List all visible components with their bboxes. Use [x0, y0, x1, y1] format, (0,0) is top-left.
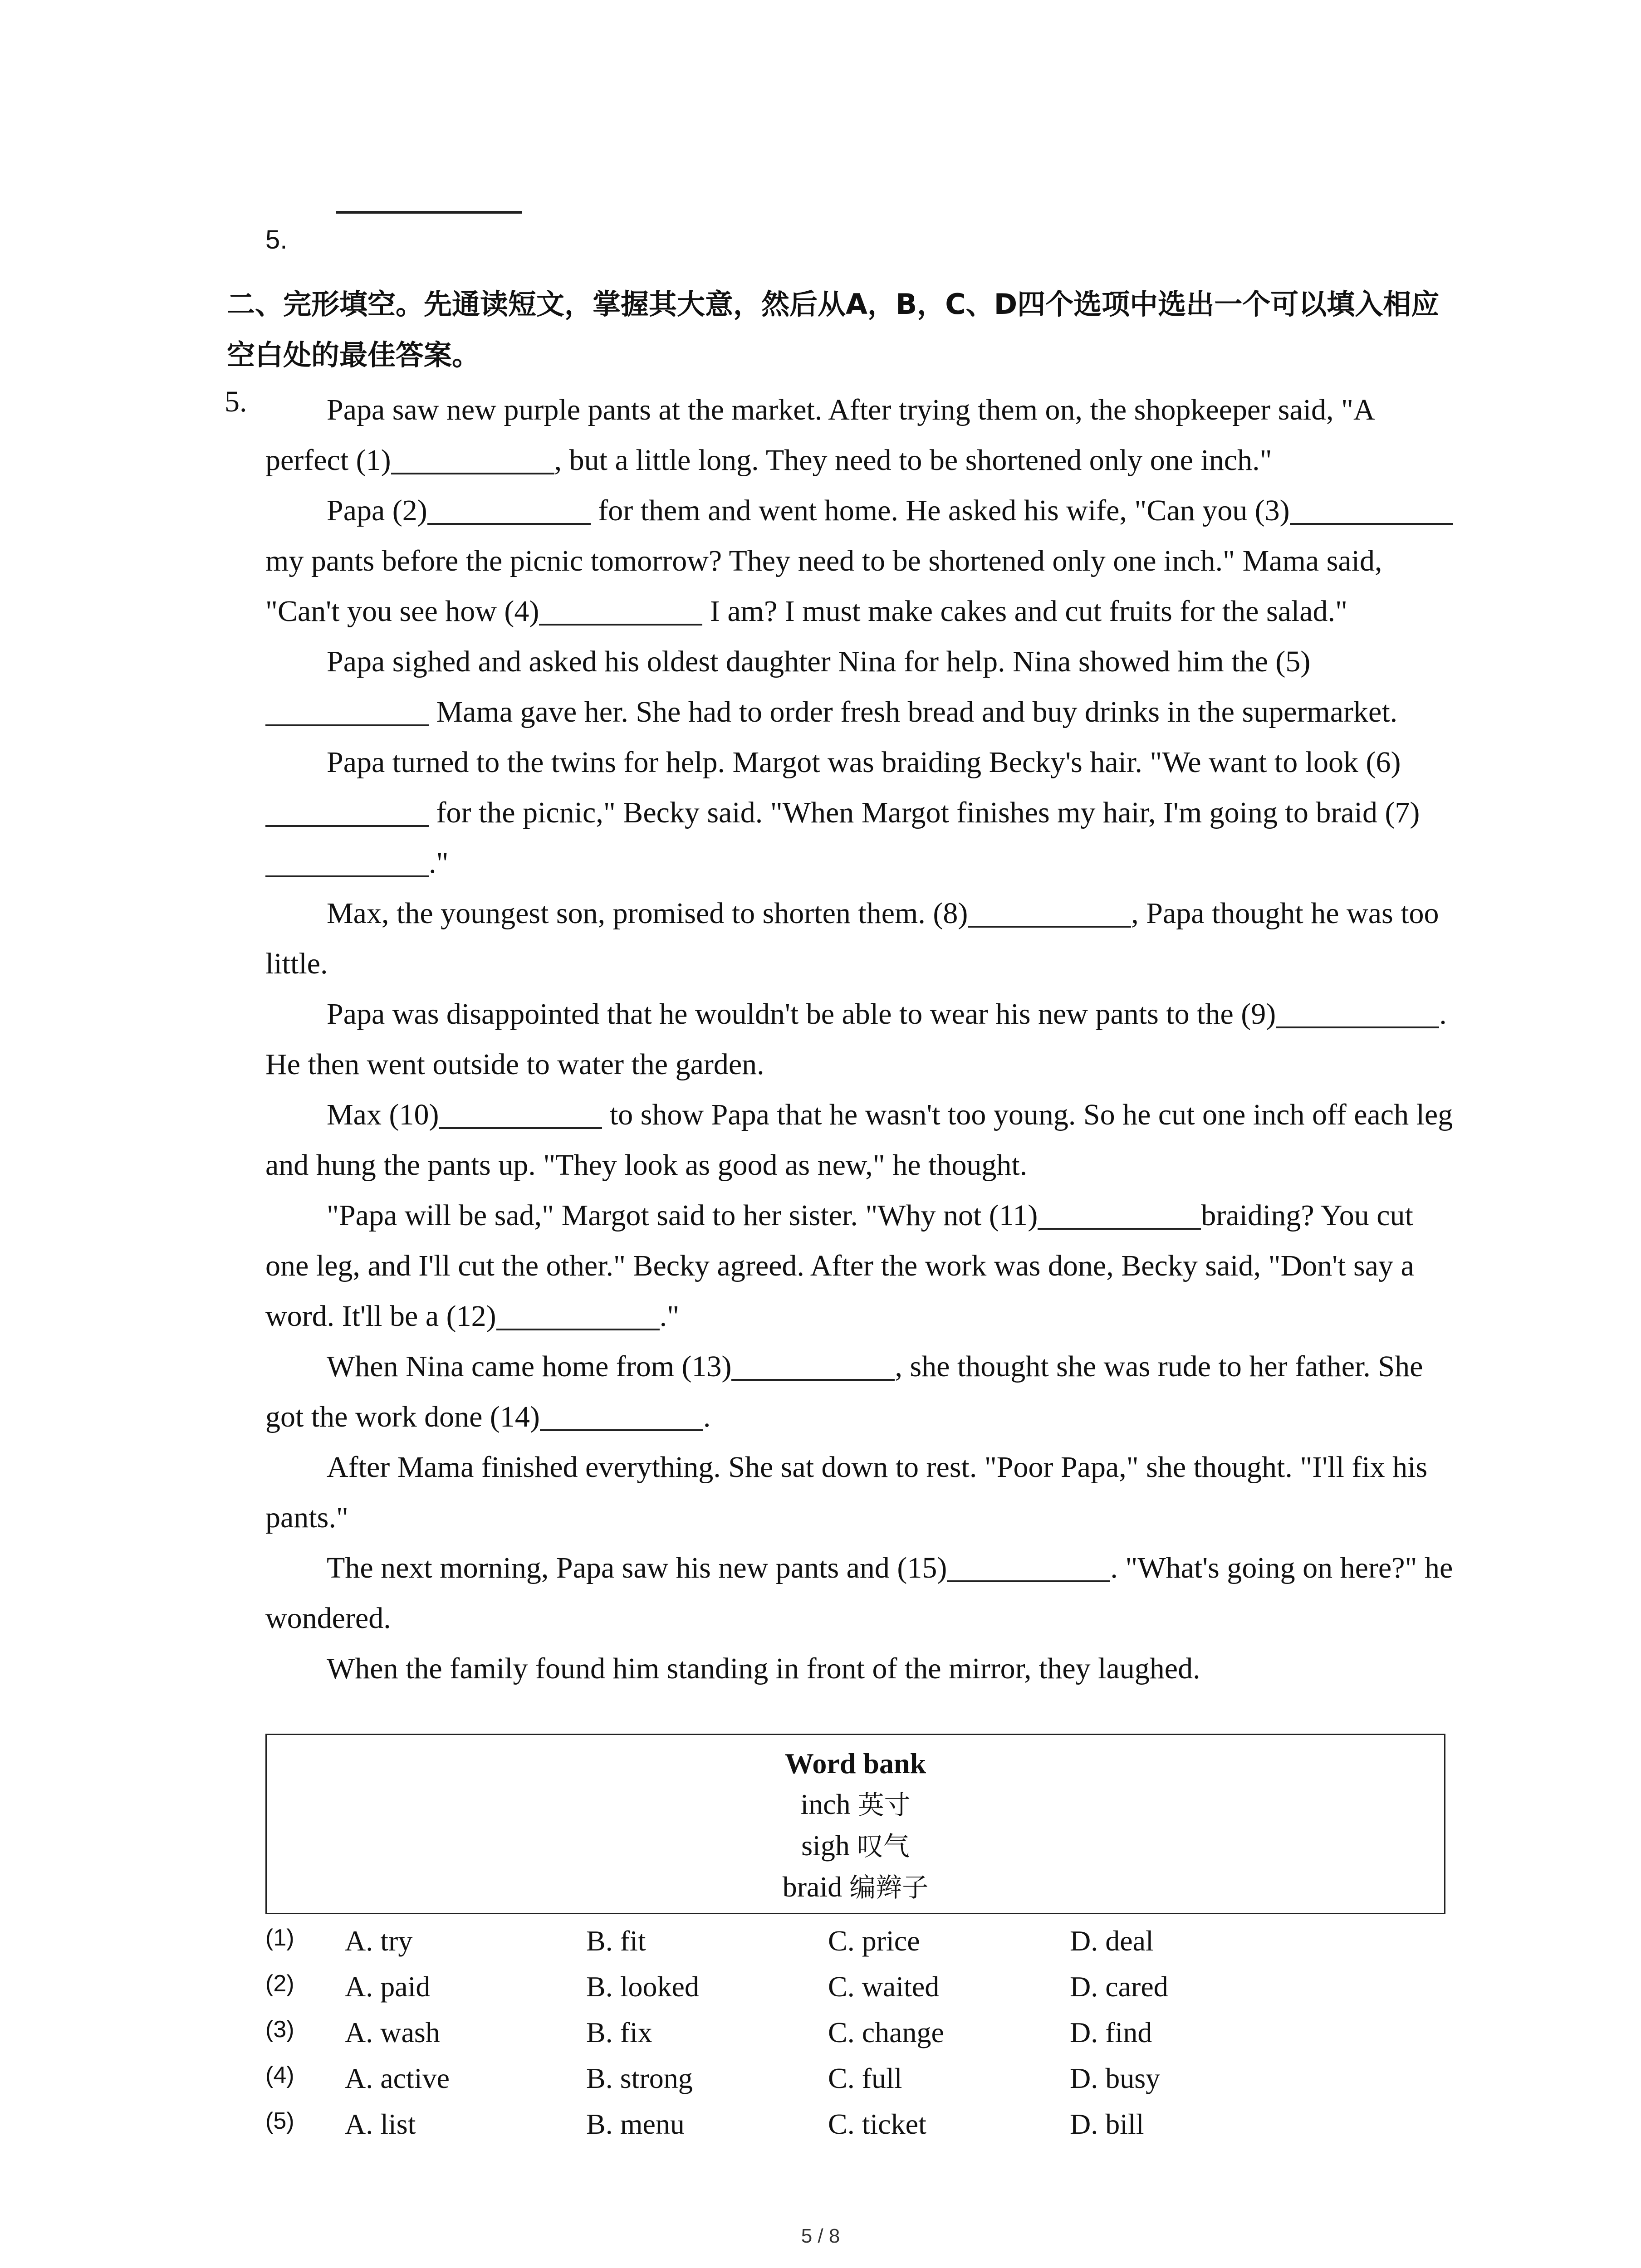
- option-row: [265, 1964, 1454, 2009]
- option-c[interactable]: C. price: [828, 1925, 920, 1957]
- passage-paragraph: "Papa will be sad," Margot said to her sister. "Why not (11) braiding? You cut one leg, and I'll cut the other." Becky agreed. After the work was done, Becky said, "Don't say a word. It'll be a (12) .": [265, 1199, 1414, 1333]
- option-a[interactable]: A. active: [345, 2062, 450, 2094]
- cloze-blank[interactable]: [1038, 1198, 1201, 1230]
- cloze-blank[interactable]: [1290, 493, 1453, 525]
- page-number: 5 / 8: [801, 2225, 840, 2247]
- option-c[interactable]: C. full: [828, 2062, 902, 2094]
- passage-paragraph: The next morning, Papa saw his new pants and (15) . "What's going on here?" he wondered.: [265, 1551, 1453, 1635]
- option-row: [265, 2009, 1454, 2055]
- cloze-blank[interactable]: [439, 1097, 602, 1129]
- option-row: [265, 1918, 1454, 1964]
- option-row: [265, 2101, 1454, 2147]
- cloze-passage: [265, 385, 1454, 1694]
- cloze-blank[interactable]: [265, 795, 429, 827]
- word-bank-entry: sigh 叹气: [801, 1829, 910, 1862]
- passage-paragraph: Papa sighed and asked his oldest daughter Nina for help. Nina showed him the (5) Mama gave her. She had to order fresh bread and buy drinks in the supermarket.: [265, 636, 1454, 737]
- option-row: [265, 2055, 1454, 2101]
- option-row-number: (4): [265, 2062, 294, 2088]
- option-c[interactable]: C. ticket: [828, 2108, 926, 2140]
- option-d[interactable]: D. cared: [1070, 1970, 1168, 2003]
- passage-paragraph: When Nina came home from (13) , she thought she was rude to her father. She got the work done (14) .: [265, 1350, 1423, 1433]
- cloze-blank[interactable]: [968, 896, 1131, 928]
- cloze-blank[interactable]: [540, 1399, 703, 1431]
- word-bank-entry: inch 英寸: [800, 1788, 911, 1820]
- passage-paragraph: Max, the youngest son, promised to shorten them. (8) , Papa thought he was too little.: [265, 897, 1439, 980]
- cloze-blank[interactable]: [539, 594, 702, 626]
- passage-paragraph: Papa (2) for them and went home. He asked his wife, "Can you (3) my pants before the picnic tomorrow? They need to be shortened only one inch." Mama said, "Can't you see how (4) I am? I must make cakes and cut fruits for the salad.": [265, 485, 1454, 636]
- option-b[interactable]: B. menu: [586, 2108, 685, 2140]
- passage-paragraph: Papa turned to the twins for help. Margot was braiding Becky's hair. "We want to look (6) for the picnic," Becky said. "When Margot finishes my hair, I'm going to braid (7).": [265, 737, 1454, 888]
- option-row-number: (1): [265, 1925, 294, 1951]
- passage-paragraph: Papa was disappointed that he wouldn't be able to wear his new pants to the (9) . He then went outside to water the garden.: [265, 997, 1447, 1081]
- option-b[interactable]: B. looked: [586, 1970, 699, 2003]
- cloze-blank[interactable]: [947, 1550, 1110, 1582]
- cloze-blank[interactable]: [265, 846, 429, 877]
- cloze-blank[interactable]: [496, 1299, 660, 1330]
- option-row-number: (2): [265, 1970, 294, 1997]
- option-d[interactable]: D. bill: [1070, 2108, 1144, 2140]
- option-row-number: (3): [265, 2016, 294, 2043]
- option-row-number: (5): [265, 2108, 294, 2134]
- word-bank-title: Word bank: [784, 1747, 926, 1779]
- answer-blank-line: [336, 211, 522, 214]
- option-c[interactable]: C. waited: [828, 1970, 940, 2003]
- cloze-blank[interactable]: [265, 694, 429, 726]
- answer-options: [265, 1918, 1454, 2147]
- question-number: 5.: [225, 385, 247, 418]
- previous-question-number: 5.: [265, 225, 288, 254]
- option-d[interactable]: D. busy: [1070, 2062, 1161, 2094]
- option-b[interactable]: B. strong: [586, 2062, 693, 2094]
- cloze-blank[interactable]: [391, 443, 554, 474]
- passage-paragraph: Papa saw new purple pants at the market. After trying them on, the shopkeeper said, "A perfect (1) , but a little long. They need to be shortened only one inch.": [265, 393, 1374, 477]
- option-a[interactable]: A. wash: [345, 2016, 440, 2048]
- cloze-blank[interactable]: [1276, 997, 1439, 1028]
- passage-paragraph: Max (10) to show Papa that he wasn't too young. So he cut one inch off each leg and hung the pants up. "They look as good as new," he thought.: [265, 1098, 1453, 1182]
- cloze-blank[interactable]: [427, 493, 591, 525]
- passage-paragraph: When the family found him standing in front of the mirror, they laughed.: [327, 1652, 1200, 1685]
- option-b[interactable]: B. fit: [586, 1925, 646, 1957]
- option-a[interactable]: A. list: [345, 2108, 416, 2140]
- word-bank: [265, 1734, 1445, 1914]
- option-a[interactable]: A. try: [345, 1925, 413, 1957]
- section-heading: 二、完形填空。先通读短文，掌握其大意，然后从A，B，C、D四个选项中选出一个可以填入相应空白处的最佳答案。: [227, 288, 1440, 371]
- word-bank-entry: braid 编辫子: [782, 1871, 929, 1903]
- cloze-blank[interactable]: [731, 1349, 895, 1381]
- option-c[interactable]: C. change: [828, 2016, 944, 2048]
- option-a[interactable]: A. paid: [345, 1970, 431, 2003]
- passage-paragraph: After Mama finished everything. She sat down to rest. "Poor Papa," she thought. "I'll fix his pants.": [265, 1451, 1428, 1534]
- option-d[interactable]: D. find: [1070, 2016, 1152, 2048]
- option-d[interactable]: D. deal: [1070, 1925, 1154, 1957]
- option-b[interactable]: B. fix: [586, 2016, 652, 2048]
